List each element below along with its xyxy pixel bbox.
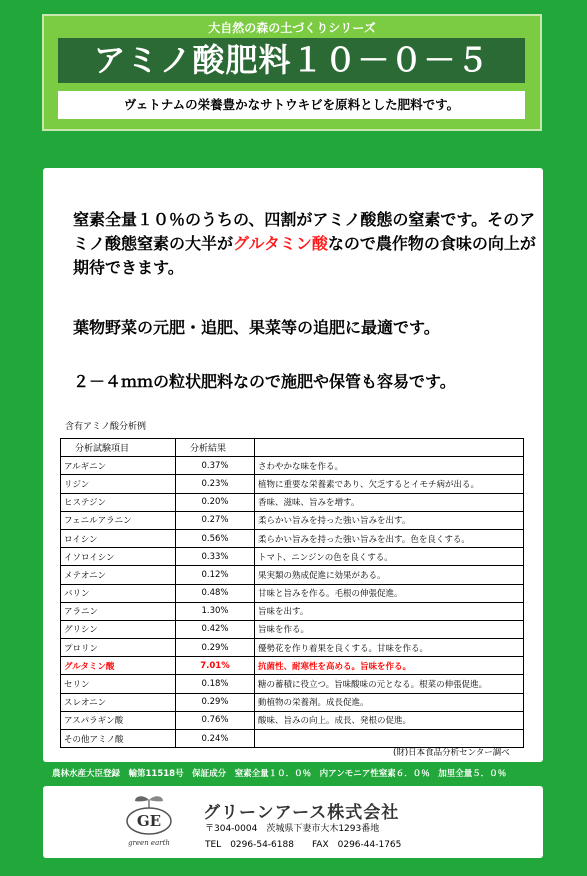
description-paragraph-3: ２－４ｍｍの粒状肥料なので施肥や保管も容易です。 [73,372,456,391]
logo-initials: GE [136,812,162,830]
amino-acid-value: 0.29% [176,693,255,711]
amino-acid-name: フェニルアラニン [61,511,176,529]
description-paragraph-1 [73,208,543,280]
amino-acid-note: さわやかな味を作る。 [255,457,524,475]
amino-acid-note: 柔らかい旨みを持った強い旨みを出す。 [255,511,524,529]
table-row [61,566,524,584]
amino-acid-note: 果実類の熟成促進に効果がある。 [255,566,524,584]
table-row [61,511,524,529]
amino-acid-name: ヒステジン [61,493,176,511]
header-result: 分析結果 [176,439,255,457]
amino-acid-value: 0.27% [176,511,255,529]
table-row [61,602,524,620]
table-row [61,548,524,566]
table-row [61,693,524,711]
amino-acid-note: 旨味を作る。 [255,620,524,638]
amino-acid-name: イソロイシン [61,548,176,566]
table-row [61,639,524,657]
company-address: 〒304-0004 茨城県下妻市大木1293番地 [205,824,380,834]
amino-acid-value: 0.23% [176,475,255,493]
amino-acid-note: 抗菌性、耐寒性を高める。旨味を作る。 [255,657,524,675]
amino-acid-note: 酸味、旨みの向上。成長、発根の促進。 [255,711,524,729]
table-row [61,584,524,602]
company-name: グリーンアース株式会社 [203,803,400,823]
description-paragraph-2: 葉物野菜の元肥・追肥、果菜等の追肥に最適です。 [73,318,440,337]
amino-acid-note: 香味、滋味、旨みを増す。 [255,493,524,511]
amino-acid-note [255,730,524,748]
amino-acid-name: ロイシン [61,529,176,547]
table-row [61,529,524,547]
amino-acid-value: 0.37% [176,457,255,475]
amino-acid-name: スレオニン [61,693,176,711]
table-row [61,620,524,638]
header-box [42,14,542,131]
company-contact: TEL 0296-54-6188 FAX 0296-44-1765 [205,840,402,850]
amino-acid-name: グルタミン酸 [61,657,176,675]
amino-acid-name: アスパラギン酸 [61,711,176,729]
table-body [61,457,524,748]
logo-tagline: green earth [128,839,170,847]
amino-acid-value: 0.76% [176,711,255,729]
header-note [255,439,524,457]
amino-acid-value: 0.33% [176,548,255,566]
table-source: (財)日本食品分析センター調べ [393,748,510,758]
amino-acid-name: リジン [61,475,176,493]
footer-panel [43,786,543,858]
amino-acid-value: 0.18% [176,675,255,693]
table-header-row [61,439,524,457]
table-row [61,730,524,748]
amino-acid-value: 0.29% [176,639,255,657]
amino-acid-value: 0.56% [176,529,255,547]
amino-acid-value: 0.42% [176,620,255,638]
amino-acid-note: 旨味を出す。 [255,602,524,620]
company-logo [121,792,177,848]
amino-acid-name: セリン [61,675,176,693]
amino-acid-value: 0.48% [176,584,255,602]
amino-acid-value: 0.12% [176,566,255,584]
para1-text-a: 窒素全量１０％のうちの、四割がアミノ酸態の窒素です。そのアミノ酸態窒素の大半が [73,210,536,253]
amino-acid-name: アラニン [61,602,176,620]
amino-acid-value: 0.20% [176,493,255,511]
registration-info: 農林水産大臣登録 輸第11518号 保証成分 窒素全量１０．０％ 内アンモニア性窒素６．０％ 加里全量５．０％ [52,769,507,779]
table-row [61,675,524,693]
amino-acid-name: プロリン [61,639,176,657]
main-panel [43,168,543,762]
table-row [61,475,524,493]
product-subtitle: ヴェトナムの栄養豊かなサトウキビを原料とした肥料です。 [58,91,525,119]
amino-acid-name: その他アミノ酸 [61,730,176,748]
amino-acid-note: トマト、ニンジンの色を良くする。 [255,548,524,566]
table-row [61,711,524,729]
amino-acid-note: 動植物の栄養剤。成長促進。 [255,693,524,711]
amino-acid-note: 甘味と旨みを作る。毛根の伸張促進。 [255,584,524,602]
header-item: 分析試験項目 [61,439,176,457]
amino-acid-name: メテオニン [61,566,176,584]
series-label: 大自然の森の土づくりシリーズ [208,21,376,35]
table-caption: 含有アミノ酸分析例 [65,422,147,432]
amino-acid-name: グリシン [61,620,176,638]
glutamic-acid-highlight: グルタミン酸 [233,234,328,253]
amino-acid-name: バリン [61,584,176,602]
amino-acid-note: 柔らかい旨みを持った強い旨みを出す。色を良くする。 [255,529,524,547]
para1-text-b: なので農作物の食味の向上が期待できます。 [73,234,536,277]
amino-acid-value: 7.01% [176,657,255,675]
table-row [61,493,524,511]
table-row [61,457,524,475]
amino-acid-note: 植物に重要な栄養素であり、欠乏するとイモチ病が出る。 [255,475,524,493]
amino-acid-value: 0.24% [176,730,255,748]
amino-acid-analysis-table [60,438,524,748]
table-row [61,657,524,675]
amino-acid-value: 1.30% [176,602,255,620]
product-title: アミノ酸肥料１０－０－５ [58,38,525,83]
amino-acid-note: 糖の蓄積に役立つ。旨味酸味の元となる。根菜の伸張促進。 [255,675,524,693]
amino-acid-note: 優勢花を作り着果を良くする。甘味を作る。 [255,639,524,657]
amino-acid-name: アルギニン [61,457,176,475]
